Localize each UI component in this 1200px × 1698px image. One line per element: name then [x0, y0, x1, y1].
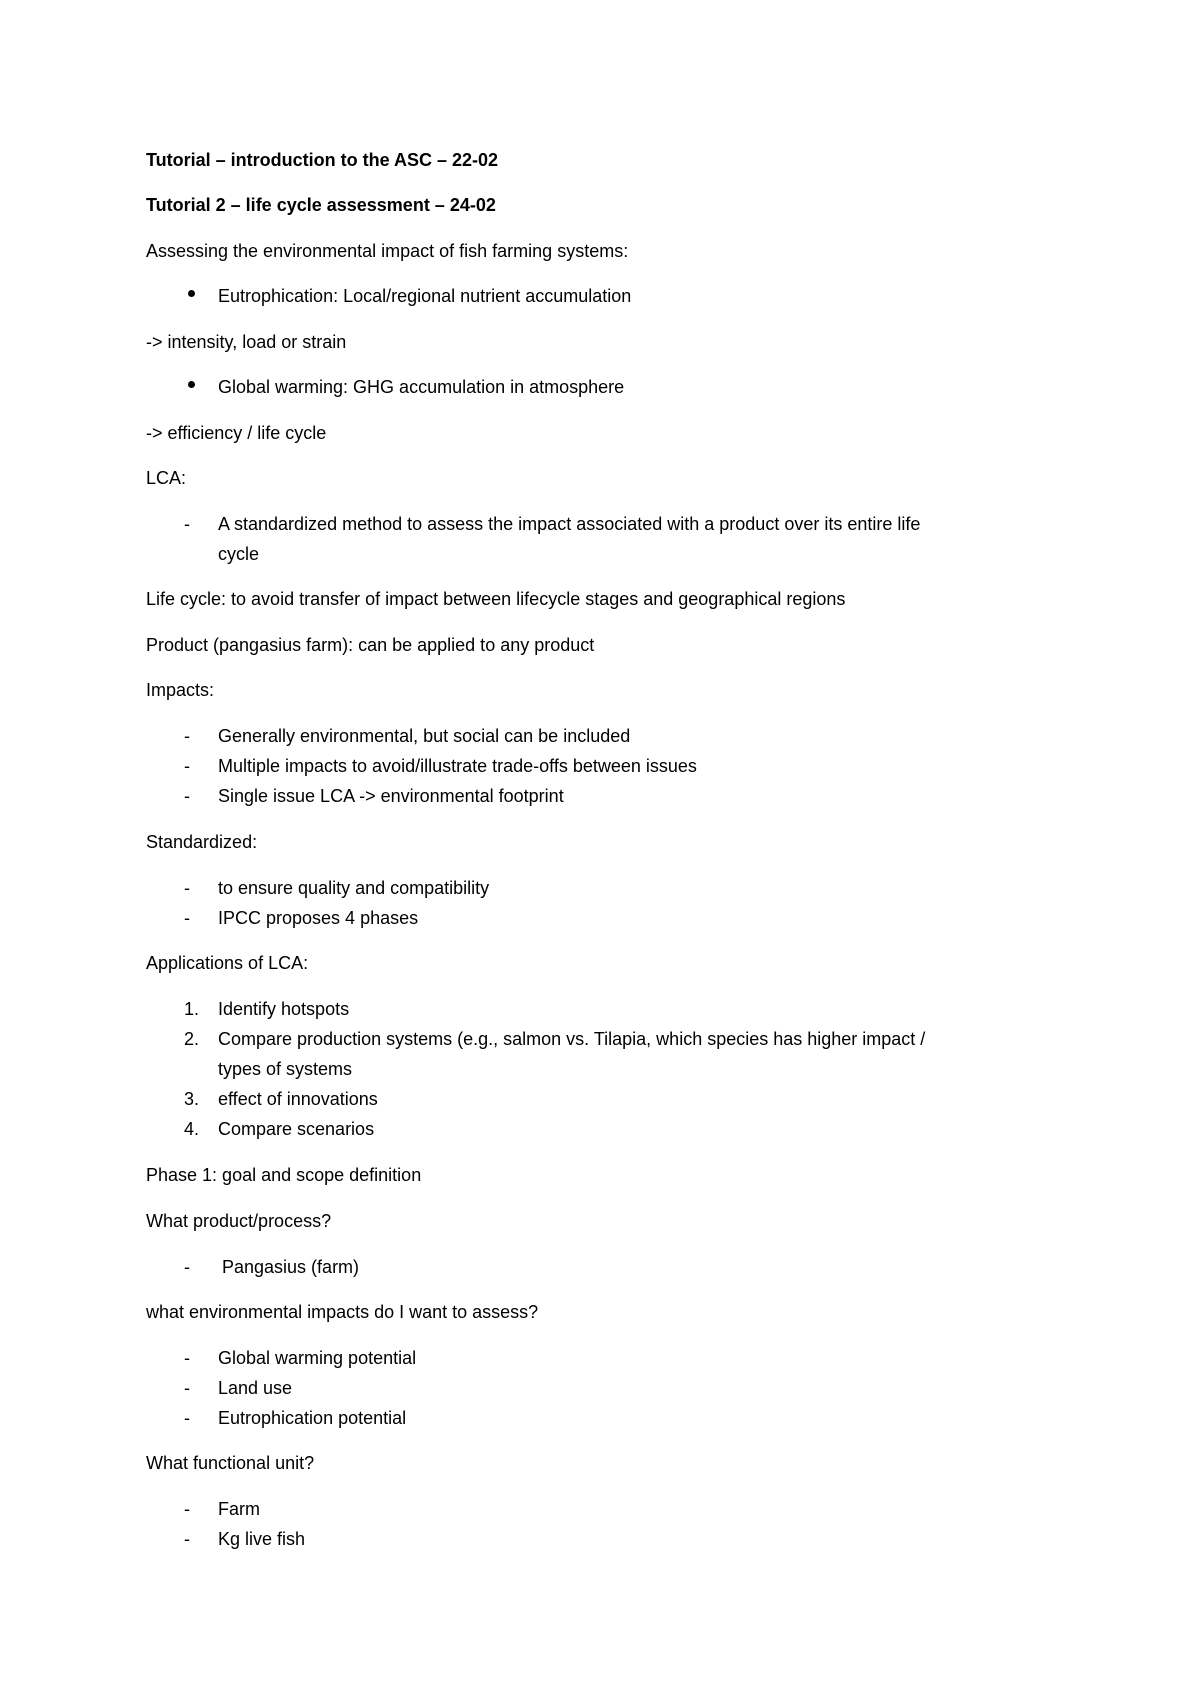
what-impacts-question: what environmental impacts do I want to assess? [146, 1302, 539, 1322]
what-product-question: What product/process? [146, 1211, 332, 1231]
standardized-item: to ensure quality and compatibility [218, 878, 490, 898]
list-number: 1. [184, 999, 200, 1019]
dash-marker: - [184, 786, 190, 806]
bullet-global-warming: Global warming: GHG accumulation in atmosphere [218, 377, 625, 397]
impacts-label: Impacts: [146, 680, 215, 700]
dash-marker: - [184, 1378, 190, 1398]
dash-marker: - [184, 908, 190, 928]
life-cycle-text: Life cycle: to avoid transfer of impact between lifecycle stages and geographical regions [146, 589, 846, 609]
list-number: 3. [184, 1089, 200, 1109]
standardized-label: Standardized: [146, 832, 258, 852]
bullet-icon [188, 290, 195, 297]
applications-item-continuation: types of systems [218, 1059, 353, 1079]
standardized-item: IPCC proposes 4 phases [218, 908, 419, 928]
note-intensity: -> intensity, load or strain [146, 332, 347, 352]
dash-marker: - [184, 878, 190, 898]
dash-marker: - [184, 1529, 190, 1549]
bullet-eutrophication: Eutrophication: Local/regional nutrient accumulation [218, 286, 632, 306]
applications-item: effect of innovations [218, 1089, 378, 1109]
lca-label: LCA: [146, 468, 187, 488]
product-text: Product (pangasius farm): can be applied to any product [146, 635, 595, 655]
impacts-item: Single issue LCA -> environmental footprint [218, 786, 564, 806]
functional-unit-item: Kg live fish [218, 1529, 306, 1549]
impacts-item: Multiple impacts to avoid/illustrate trade-offs between issues [218, 756, 697, 776]
heading-tutorial-1: Tutorial – introduction to the ASC – 22-02 [146, 150, 499, 170]
list-number: 4. [184, 1119, 200, 1139]
what-impacts-item: Eutrophication potential [218, 1408, 407, 1428]
what-impacts-item: Land use [218, 1378, 293, 1398]
what-product-item: Pangasius (farm) [222, 1257, 360, 1277]
impacts-item: Generally environmental, but social can be included [218, 726, 631, 746]
list-number: 2. [184, 1029, 200, 1049]
applications-item: Identify hotspots [218, 999, 350, 1019]
lca-definition-line1: A standardized method to assess the impact associated with a product over its entire life [218, 514, 921, 534]
functional-unit-question: What functional unit? [146, 1453, 315, 1473]
dash-marker: - [184, 1408, 190, 1428]
functional-unit-item: Farm [218, 1499, 260, 1519]
what-impacts-item: Global warming potential [218, 1348, 417, 1368]
bullet-icon [188, 381, 195, 388]
dash-marker: - [184, 1499, 190, 1519]
intro-text: Assessing the environmental impact of fish farming systems: [146, 241, 629, 261]
dash-marker: - [184, 1257, 190, 1277]
applications-label: Applications of LCA: [146, 953, 309, 973]
heading-tutorial-2: Tutorial 2 – life cycle assessment – 24-02 [146, 195, 496, 215]
dash-marker: - [184, 756, 190, 776]
applications-item: Compare production systems (e.g., salmon vs. Tilapia, which species has higher impact / [218, 1029, 926, 1049]
note-efficiency: -> efficiency / life cycle [146, 423, 327, 443]
dash-marker: - [184, 514, 190, 534]
dash-marker: - [184, 1348, 190, 1368]
phase1-heading: Phase 1: goal and scope definition [146, 1165, 422, 1185]
lca-definition-line2: cycle [218, 544, 260, 564]
applications-item: Compare scenarios [218, 1119, 375, 1139]
dash-marker: - [184, 726, 190, 746]
